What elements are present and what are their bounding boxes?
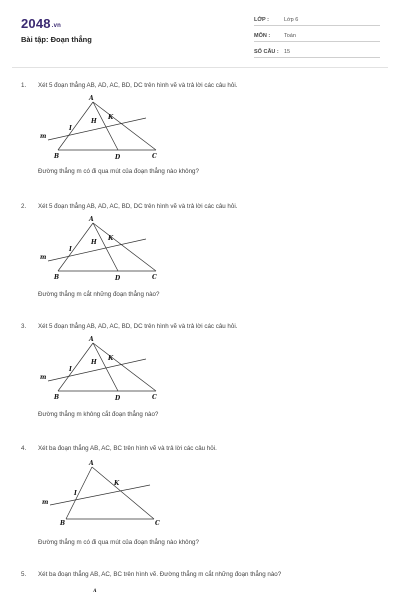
meta-grade-label: LỚP : (254, 17, 269, 23)
segment-ab (66, 467, 92, 519)
label-c: C (152, 274, 157, 281)
line-m (48, 239, 146, 261)
label-a: A (89, 216, 94, 223)
meta-question-count (254, 45, 380, 58)
label-k: K (108, 235, 114, 242)
question-2-text: Xét 5 đoạn thẳng AB, AD, AC, BD, DC trên hình vẽ và trả lời các câu hỏi. (38, 203, 238, 210)
site-logo[interactable] (21, 16, 61, 31)
worksheet-header (0, 0, 400, 68)
question-5-number: 5. (21, 571, 27, 578)
label-a: A (89, 95, 94, 102)
question-1-text: Xét 5 đoạn thẳng AB, AD, AC, BD, DC trên hình vẽ và trả lời các câu hỏi. (38, 82, 238, 89)
label-c: C (152, 153, 157, 160)
question-1-prompt (21, 82, 237, 89)
label-b: B (54, 153, 60, 160)
question-3-figure (38, 337, 168, 403)
question-3-prompt (21, 323, 237, 330)
segment-ac (93, 343, 156, 391)
header-divider (12, 67, 388, 68)
question-1-figure (38, 96, 168, 162)
label-h: H (91, 118, 97, 125)
label-a: A (89, 460, 94, 467)
question-4-prompt (21, 445, 217, 452)
label-d: D (115, 154, 121, 161)
question-5-text: Xét ba đoạn thẳng AB, AC, BC trên hình vẽ. Đường thẳng m cắt những đoạn thẳng nào? (38, 571, 282, 578)
segment-ac (92, 467, 154, 519)
question-2-number: 2. (21, 203, 27, 210)
meta-grade (254, 13, 380, 26)
label-m: m (42, 499, 49, 506)
segment-ab (58, 102, 93, 150)
question-4-subquestion: Đường thẳng m có đi qua mút của đoạn thẳng nào không? (38, 539, 199, 546)
label-k: K (114, 480, 120, 487)
label-d: D (115, 275, 121, 282)
segment-ab (58, 223, 93, 271)
logo-tld: .vn (51, 23, 62, 29)
question-4-figure (38, 461, 168, 527)
question-2-figure (38, 217, 168, 283)
label-d: D (115, 395, 121, 402)
label-a: A (89, 336, 94, 343)
label-h: H (91, 239, 97, 246)
label-i: I (69, 366, 72, 373)
logo-text: 2048 (21, 16, 51, 31)
label-i: I (69, 246, 72, 253)
meta-subject (254, 29, 380, 42)
label-m: m (40, 374, 47, 381)
question-1-number: 1. (21, 82, 27, 89)
question-5-prompt (21, 571, 281, 578)
segment-ad (93, 343, 118, 391)
meta-count-label: SỐ CÂU : (254, 49, 279, 55)
label-i: I (74, 490, 77, 497)
line-m (48, 359, 146, 381)
question-4-number: 4. (21, 445, 27, 452)
segment-ab (58, 343, 93, 391)
label-b: B (54, 274, 60, 281)
meta-count-value: 15 (284, 49, 291, 55)
question-3-subquestion: Đường thẳng m không cắt đoạn thẳng nào? (38, 411, 159, 418)
label-b: B (60, 520, 66, 527)
question-3-text: Xét 5 đoạn thẳng AB, AD, AC, BD, DC trên hình vẽ và trả lời các câu hỏi. (38, 323, 238, 330)
meta-grade-value: Lớp 6 (284, 17, 299, 23)
worksheet-title: Bài tập: Đoạn thẳng (21, 35, 92, 44)
label-c: C (155, 520, 160, 527)
line-m (50, 485, 150, 505)
segment-ad (93, 223, 118, 271)
question-2-prompt (21, 203, 237, 210)
line-m (48, 118, 146, 140)
question-1-subquestion: Đường thẳng m có đi qua mút của đoạn thẳng nào không? (38, 168, 199, 175)
label-k: K (108, 355, 114, 362)
meta-subject-value: Toán (284, 33, 296, 39)
question-5-figure (38, 585, 168, 599)
question-3-number: 3. (21, 323, 27, 330)
label-c: C (152, 394, 157, 401)
segment-ac (93, 102, 156, 150)
question-2-subquestion: Đường thẳng m cắt những đoạn thẳng nào? (38, 291, 160, 298)
label-i: I (69, 125, 72, 132)
segment-ac (93, 223, 156, 271)
label-h: H (91, 359, 97, 366)
label-a: A (93, 588, 97, 593)
meta-subject-label: MÔN : (254, 33, 271, 39)
label-k: K (108, 114, 114, 121)
question-4-text: Xét ba đoạn thẳng AB, AC, BC trên hình vẽ và trả lời các câu hỏi. (38, 445, 217, 452)
label-m: m (40, 254, 47, 261)
segment-ad (93, 102, 118, 150)
label-b: B (54, 394, 60, 401)
label-m: m (40, 133, 47, 140)
